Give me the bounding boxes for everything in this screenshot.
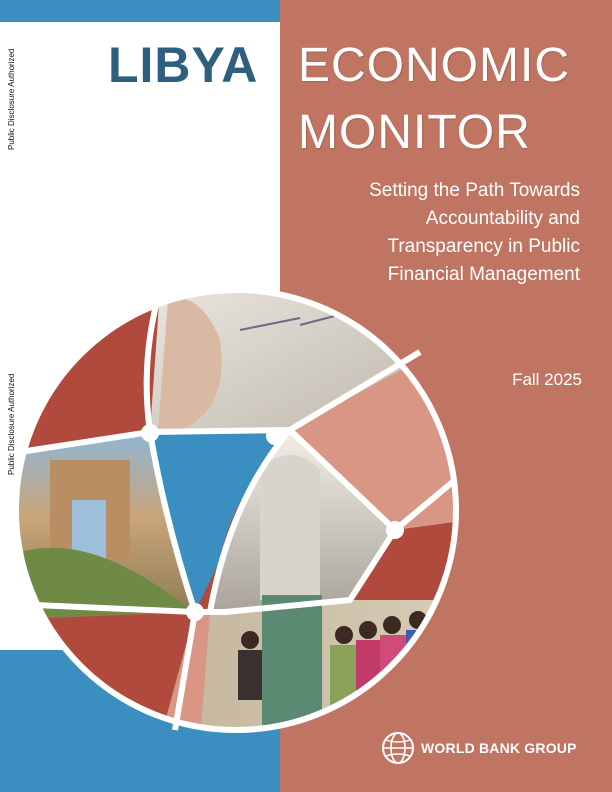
photo-green-door (262, 595, 322, 725)
photo-child (359, 621, 377, 639)
photo-child (383, 616, 401, 634)
photo-alley-arches (260, 455, 320, 600)
publisher-name: WORLD BANK GROUP (421, 740, 577, 756)
edition-date: Fall 2025 (512, 370, 582, 389)
world-bank-logo (381, 731, 577, 765)
globe-icon (381, 731, 415, 765)
title-line-monitor: MONITOR (298, 106, 531, 159)
photo-child (238, 650, 262, 700)
photo-child (335, 626, 353, 644)
subtitle-line: Accountability and (425, 208, 580, 229)
disclosure-label: Public Disclosure Authorized (7, 48, 16, 150)
subtitle-line: Transparency in Public (387, 236, 580, 257)
photo-child (241, 631, 259, 649)
title-country: LIBYA (108, 37, 259, 93)
subtitle-line: Setting the Path Towards (369, 180, 580, 201)
title-line-economic: ECONOMIC (298, 39, 570, 92)
subtitle-line: Financial Management (387, 264, 580, 285)
disclosure-label: Public Disclosure Authorized (7, 373, 16, 475)
